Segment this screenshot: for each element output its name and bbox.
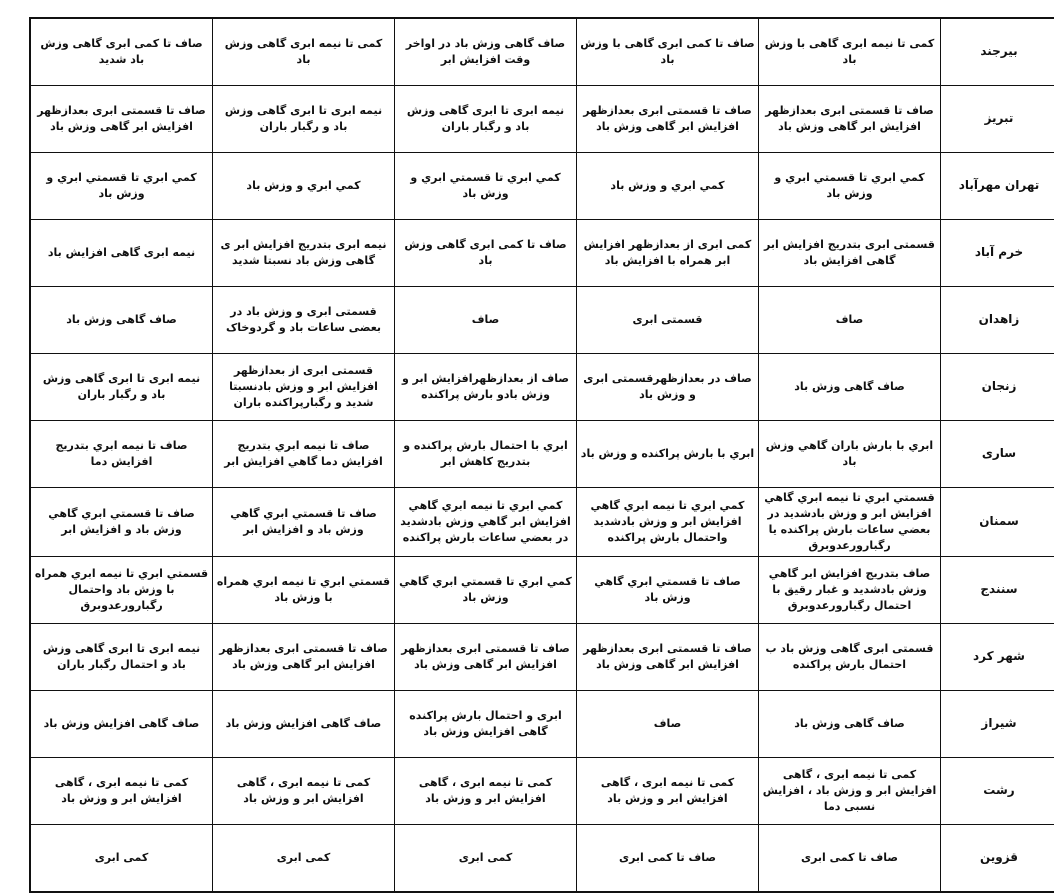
forecast-cell: صاف تا قسمتی ابری بعدازظهر افزایش ابر گاهی وزش باد <box>395 623 577 690</box>
city-cell: سنندج <box>941 556 1054 623</box>
city-cell: زنجان <box>941 354 1054 421</box>
forecast-cell: صاف تا قسمتی ابری بعدازظهر افزایش ابر گاهی وزش باد <box>577 86 759 153</box>
forecast-cell: صاف تا کمی ابری <box>759 824 941 892</box>
forecast-cell: صاف بتدريج افزايش ابر گاهي وزش بادشديد و غبار رقيق با احتمال رگبارورعدوبرق <box>759 556 941 623</box>
forecast-cell: کمی تا نیمه ابری ، گاهی افزایش ابر و وزش باد <box>395 757 577 824</box>
city-cell: خرم آباد <box>941 220 1054 287</box>
forecast-cell: قسمتي ابري تا نيمه ابري همراه با وزش باد <box>213 556 395 623</box>
forecast-cell: کمي ابري و وزش باد <box>577 153 759 220</box>
weather-forecast-table <box>29 17 1054 893</box>
forecast-cell: کمی تا نیمه ابری ، گاهی افزایش ابر و وزش باد <box>30 757 213 824</box>
city-cell: سمنان <box>941 488 1054 557</box>
forecast-cell: ابری و احتمال بارش پراکنده گاهی افزایش وزش باد <box>395 690 577 757</box>
forecast-cell: کمی تا نیمه ابری ، گاهی افزایش ابر و وزش باد <box>577 757 759 824</box>
forecast-cell: نیمه ابری تا ابری گاهی وزش باد و احتمال رگبار باران <box>30 623 213 690</box>
forecast-cell: صاف گاهی وزش باد <box>759 690 941 757</box>
forecast-cell: کمی ابری <box>395 824 577 892</box>
forecast-cell: نیمه ابری تا ابری گاهی وزش باد و رگبار باران <box>213 86 395 153</box>
city-cell: رشت <box>941 757 1054 824</box>
forecast-cell: قسمتی ابری <box>577 287 759 354</box>
forecast-cell: کمی ابری از بعدازظهر افزایش ابر همراه با افزایش باد <box>577 220 759 287</box>
forecast-cell: کمی تا نیمه ابری گاهی با وزش باد <box>759 18 941 86</box>
table-row <box>30 623 1054 690</box>
forecast-cell: ابري با بارش پراكنده و وزش باد <box>577 421 759 488</box>
forecast-cell: صاف گاهی وزش باد <box>759 354 941 421</box>
city-cell: زاهدان <box>941 287 1054 354</box>
forecast-cell: کمي ابري تا قسمتي ابري و وزش باد <box>30 153 213 220</box>
forecast-cell: کمی تا نیمه ابری ، گاهی افزایش ابر و وزش باد ، افزایش نسبی دما <box>759 757 941 824</box>
forecast-cell: نیمه ابری گاهی افزایش باد <box>30 220 213 287</box>
city-cell: ساری <box>941 421 1054 488</box>
forecast-cell: کمی تا نیمه ابری گاهی وزش باد <box>213 18 395 86</box>
forecast-cell: صاف تا قسمتي ابري گاهي وزش باد و افزايش ابر <box>30 488 213 557</box>
table-row <box>30 556 1054 623</box>
forecast-cell: صاف <box>759 287 941 354</box>
forecast-cell: صاف تا قسمتي ابري گاهي وزش باد <box>577 556 759 623</box>
city-cell: تبریز <box>941 86 1054 153</box>
forecast-cell: صاف تا قسمتی ابری بعدازظهر افزایش ابر گاهی وزش باد <box>577 623 759 690</box>
forecast-cell: صاف گاهی وزش باد <box>30 287 213 354</box>
forecast-cell: صاف گاهی افزایش وزش باد <box>30 690 213 757</box>
forecast-cell: صاف گاهی افزایش وزش باد <box>213 690 395 757</box>
forecast-cell: کمی ابری <box>213 824 395 892</box>
forecast-cell: صاف تا نيمه ابري بتدريج افزايش دما <box>30 421 213 488</box>
city-cell: شیراز <box>941 690 1054 757</box>
forecast-cell: ابري با احتمال بارش پراكنده و بتدريج كاهش ابر <box>395 421 577 488</box>
forecast-cell: قسمتي ابري تا نيمه ابري همراه با وزش باد واحتمال رگبارورعدوبرق <box>30 556 213 623</box>
table-row <box>30 488 1054 557</box>
city-cell: بیرجند <box>941 18 1054 86</box>
table-row <box>30 421 1054 488</box>
table-row <box>30 287 1054 354</box>
city-cell: قزوین <box>941 824 1054 892</box>
forecast-cell: صاف در بعدازظهرقسمتی ابری و وزش باد <box>577 354 759 421</box>
forecast-cell: صاف تا قسمتي ابري گاهي وزش باد و افزايش ابر <box>213 488 395 557</box>
table-row <box>30 690 1054 757</box>
table-row <box>30 153 1054 220</box>
city-cell: تهران مهرآباد <box>941 153 1054 220</box>
forecast-cell: قسمتی ابری بتدریج افزایش ابر گاهی افزایش باد <box>759 220 941 287</box>
forecast-cell: صاف تا قسمتی ابری بعدازظهر افزایش ابر گاهی وزش باد <box>30 86 213 153</box>
forecast-cell: کمي ابري تا قسمتي ابري و وزش باد <box>759 153 941 220</box>
table-row <box>30 18 1054 86</box>
table-row <box>30 86 1054 153</box>
forecast-cell: صاف تا کمی ابری گاهی وزش باد <box>395 220 577 287</box>
forecast-cell: کمی ابری <box>30 824 213 892</box>
forecast-cell: صاف <box>577 690 759 757</box>
forecast-cell: قسمتی ابری گاهی وزش باد ب احتمال بارش پراکنده <box>759 623 941 690</box>
table-body <box>30 18 1054 892</box>
forecast-cell: صاف تا نيمه ابري بتدريج افزايش دما گاهي افزايش ابر <box>213 421 395 488</box>
forecast-cell: نیمه ابری تا ابری گاهی وزش باد و رگبار باران <box>395 86 577 153</box>
forecast-cell: صاف گاهی وزش باد در اواخر وقت افزایش ابر <box>395 18 577 86</box>
forecast-cell: صاف تا قسمتی ابری بعدازظهر افزایش ابر گاهی وزش باد <box>213 623 395 690</box>
table-row <box>30 757 1054 824</box>
forecast-cell: کمي ابري و وزش باد <box>213 153 395 220</box>
forecast-cell: نیمه ابری بتدریج افزایش ابر ی گاهی وزش باد نسبتا شدید <box>213 220 395 287</box>
forecast-cell: کمی تا نیمه ابری ، گاهی افزایش ابر و وزش باد <box>213 757 395 824</box>
forecast-cell: قسمتي ابري تا نيمه ابري گاهي افزايش ابر و وزش بادشديد در بعضي ساعات بارش پراكنده يا رگبارورعدوبرق <box>759 488 941 557</box>
forecast-cell: صاف از بعدازظهرافزایش ابر و وزش بادو بارش پراکنده <box>395 354 577 421</box>
forecast-cell: قسمتی ابری از بعدازظهر افزایش ابر و وزش بادنسبتا شدید و رگبارپراکنده باران <box>213 354 395 421</box>
forecast-cell: صاف تا کمی ابری گاهی با وزش باد <box>577 18 759 86</box>
table-row <box>30 824 1054 892</box>
forecast-cell: صاف تا کمی ابری <box>577 824 759 892</box>
forecast-cell: صاف تا قسمتی ابری بعدازظهر افزایش ابر گاهی وزش باد <box>759 86 941 153</box>
forecast-cell: کمي ابري تا قسمتي ابري و وزش باد <box>395 153 577 220</box>
forecast-cell: صاف <box>395 287 577 354</box>
city-cell: شهر کرد <box>941 623 1054 690</box>
table-row <box>30 220 1054 287</box>
forecast-cell: ابري با بارش باران گاهي وزش باد <box>759 421 941 488</box>
forecast-cell: نیمه ابری تا ابری گاهی وزش باد و رگبار باران <box>30 354 213 421</box>
forecast-cell: صاف تا کمی ابری گاهی وزش باد شدید <box>30 18 213 86</box>
forecast-cell: قسمتی ابری و وزش باد در بعضی ساعات باد و گردوخاک <box>213 287 395 354</box>
forecast-cell: كمي ابري تا نيمه ابري گاهي افزايش ابر گاهي وزش بادشديد در بعضي ساعات بارش پراكنده <box>395 488 577 557</box>
forecast-cell: كمي ابري تا نيمه ابري گاهي افزايش ابر و وزش بادشديد واحتمال بارش پراكنده <box>577 488 759 557</box>
table-row <box>30 354 1054 421</box>
forecast-cell: كمي ابري تا قسمتي ابري گاهي وزش باد <box>395 556 577 623</box>
